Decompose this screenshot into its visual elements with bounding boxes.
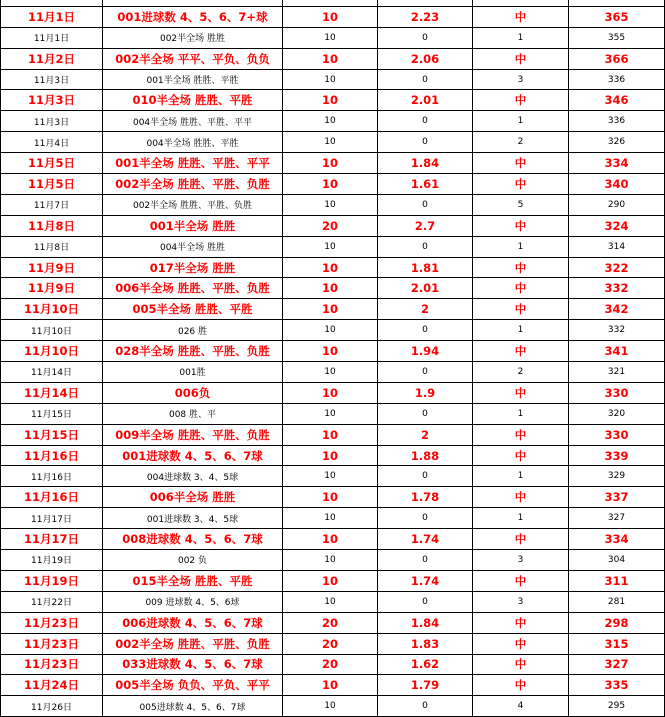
table-row [1, 48, 665, 69]
balance-cell: 314 [569, 236, 665, 257]
date-cell: 11月14日 [1, 362, 103, 383]
stake-cell: 10 [283, 508, 378, 529]
balance-cell: 324 [569, 215, 665, 236]
result-cell: 1 [473, 466, 569, 487]
odds-cell: 1.62 [378, 654, 473, 675]
date-cell: 11月4日 [1, 132, 103, 153]
table-row [1, 341, 665, 362]
play-cell: 001进球数 3、4、5球 [103, 508, 283, 529]
result-cell: 中 [473, 529, 569, 550]
stake-cell: 20 [283, 654, 378, 675]
balance-cell: 332 [569, 278, 665, 299]
stake-cell: 10 [283, 570, 378, 591]
table-row [1, 675, 665, 696]
result-cell: 1 [473, 403, 569, 424]
date-cell: 11月3日 [1, 90, 103, 111]
date-cell: 11月26日 [1, 696, 103, 717]
date-cell: 11月8日 [1, 215, 103, 236]
play-cell: 001进球数 4、5、6、7+球 [103, 6, 283, 27]
date-cell: 11月16日 [1, 466, 103, 487]
balance-cell: 336 [569, 69, 665, 90]
odds-cell: 0 [378, 508, 473, 529]
odds-cell: 1.74 [378, 529, 473, 550]
stake-cell: 20 [283, 633, 378, 654]
stake-cell: 10 [283, 382, 378, 403]
stake-cell: 10 [283, 111, 378, 132]
stake-cell: 10 [283, 445, 378, 466]
table-row [1, 236, 665, 257]
result-cell: 1 [473, 508, 569, 529]
result-cell: 中 [473, 612, 569, 633]
table-row [1, 550, 665, 571]
result-cell: 中 [473, 424, 569, 445]
odds-cell: 2.01 [378, 90, 473, 111]
table-row [1, 424, 665, 445]
balance-cell: 321 [569, 362, 665, 383]
play-cell: 001进球数 4、5、6、7球 [103, 445, 283, 466]
date-cell: 11月9日 [1, 257, 103, 278]
odds-cell: 2 [378, 424, 473, 445]
date-cell: 11月23日 [1, 633, 103, 654]
result-cell: 3 [473, 591, 569, 612]
odds-cell: 2.01 [378, 278, 473, 299]
result-cell: 4 [473, 696, 569, 717]
stake-cell: 10 [283, 257, 378, 278]
odds-cell: 2.23 [378, 6, 473, 27]
stake-cell: 10 [283, 320, 378, 341]
table-row [1, 194, 665, 215]
odds-cell: 1.61 [378, 174, 473, 195]
stake-cell: 10 [283, 278, 378, 299]
odds-cell: 0 [378, 696, 473, 717]
play-cell: 005半全场 负负、平负、平平 [103, 675, 283, 696]
play-cell: 005进球数 4、5、6、7球 [103, 696, 283, 717]
play-cell: 008 胜、平 [103, 403, 283, 424]
result-cell: 中 [473, 6, 569, 27]
stake-cell: 10 [283, 550, 378, 571]
result-cell: 1 [473, 236, 569, 257]
odds-cell: 0 [378, 591, 473, 612]
table-row [1, 508, 665, 529]
date-cell: 11月19日 [1, 570, 103, 591]
odds-cell: 1.84 [378, 153, 473, 174]
table-row [1, 69, 665, 90]
table-row [1, 27, 665, 48]
odds-cell: 2.7 [378, 215, 473, 236]
odds-cell: 0 [378, 27, 473, 48]
play-cell: 001半全场 胜胜、平胜、平平 [103, 153, 283, 174]
odds-cell: 1.78 [378, 487, 473, 508]
stake-cell: 10 [283, 341, 378, 362]
date-cell: 11月22日 [1, 591, 103, 612]
play-cell: 006负 [103, 382, 283, 403]
balance-cell: 346 [569, 90, 665, 111]
balance-cell: 330 [569, 382, 665, 403]
result-cell: 3 [473, 69, 569, 90]
stake-cell: 10 [283, 591, 378, 612]
balance-cell: 337 [569, 487, 665, 508]
result-cell: 1 [473, 27, 569, 48]
stake-cell: 10 [283, 299, 378, 320]
date-cell: 11月3日 [1, 69, 103, 90]
table-body [1, 0, 665, 717]
table-row [1, 612, 665, 633]
play-cell: 002半全场 胜胜、平胜、负胜 [103, 174, 283, 195]
table-row [1, 174, 665, 195]
table-row [1, 215, 665, 236]
date-cell: 11月1日 [1, 6, 103, 27]
date-cell: 11月10日 [1, 299, 103, 320]
stake-cell: 10 [283, 529, 378, 550]
balance-cell: 298 [569, 612, 665, 633]
play-cell: 001胜 [103, 362, 283, 383]
date-cell: 11月14日 [1, 382, 103, 403]
stake-cell: 10 [283, 194, 378, 215]
date-cell: 11月15日 [1, 403, 103, 424]
result-cell: 中 [473, 90, 569, 111]
table-row [1, 382, 665, 403]
play-cell: 009 进球数 4、5、6球 [103, 591, 283, 612]
odds-cell: 1.84 [378, 612, 473, 633]
play-cell: 004进球数 3、4、5球 [103, 466, 283, 487]
balance-cell: 334 [569, 153, 665, 174]
result-cell: 中 [473, 215, 569, 236]
table-row [1, 696, 665, 717]
date-cell: 11月3日 [1, 111, 103, 132]
play-cell: 006半全场 胜胜 [103, 487, 283, 508]
stake-cell: 10 [283, 675, 378, 696]
date-cell: 11月5日 [1, 174, 103, 195]
result-cell: 中 [473, 675, 569, 696]
table-row [1, 299, 665, 320]
table-row [1, 654, 665, 675]
date-cell: 11月16日 [1, 445, 103, 466]
play-cell: 033进球数 4、5、6、7球 [103, 654, 283, 675]
play-cell: 026 胜 [103, 320, 283, 341]
odds-cell: 1.88 [378, 445, 473, 466]
result-cell: 1 [473, 320, 569, 341]
play-cell: 004半全场 胜胜 [103, 236, 283, 257]
date-cell: 11月17日 [1, 529, 103, 550]
balance-cell: 365 [569, 6, 665, 27]
balance-cell: 281 [569, 591, 665, 612]
table-row [1, 466, 665, 487]
balance-cell: 315 [569, 633, 665, 654]
table-row [1, 320, 665, 341]
table-row [1, 633, 665, 654]
balance-cell: 326 [569, 132, 665, 153]
odds-cell: 1.81 [378, 257, 473, 278]
balance-cell: 290 [569, 194, 665, 215]
table-row [1, 529, 665, 550]
stake-cell: 10 [283, 6, 378, 27]
stake-cell: 10 [283, 236, 378, 257]
date-cell: 11月10日 [1, 320, 103, 341]
odds-cell: 0 [378, 236, 473, 257]
stake-cell: 10 [283, 696, 378, 717]
result-cell: 中 [473, 487, 569, 508]
stake-cell: 10 [283, 48, 378, 69]
table-row [1, 6, 665, 27]
result-cell: 中 [473, 174, 569, 195]
table-row [1, 257, 665, 278]
stake-cell: 20 [283, 215, 378, 236]
odds-cell: 1.79 [378, 675, 473, 696]
odds-cell: 2 [378, 299, 473, 320]
table-row [1, 90, 665, 111]
result-cell: 中 [473, 341, 569, 362]
odds-cell: 0 [378, 403, 473, 424]
odds-cell: 2.06 [378, 48, 473, 69]
date-cell: 11月8日 [1, 236, 103, 257]
date-cell: 11月1日 [1, 27, 103, 48]
balance-cell: 335 [569, 675, 665, 696]
result-cell: 2 [473, 132, 569, 153]
table-row [1, 111, 665, 132]
table-row [1, 403, 665, 424]
balance-cell: 339 [569, 445, 665, 466]
stake-cell: 10 [283, 466, 378, 487]
odds-cell: 0 [378, 550, 473, 571]
stake-cell: 10 [283, 362, 378, 383]
play-cell: 002半全场 胜胜、平胜、负胜 [103, 633, 283, 654]
result-cell: 中 [473, 445, 569, 466]
date-cell: 11月15日 [1, 424, 103, 445]
odds-cell: 1.94 [378, 341, 473, 362]
balance-cell: 341 [569, 341, 665, 362]
table-row [1, 153, 665, 174]
table-row [1, 487, 665, 508]
play-cell: 002半全场 平平、平负、负负 [103, 48, 283, 69]
stake-cell: 10 [283, 153, 378, 174]
odds-cell: 0 [378, 132, 473, 153]
play-cell: 008进球数 4、5、6、7球 [103, 529, 283, 550]
date-cell: 11月19日 [1, 550, 103, 571]
play-cell: 004半全场 胜胜、平胜 [103, 132, 283, 153]
odds-cell: 1.83 [378, 633, 473, 654]
date-cell: 11月7日 [1, 194, 103, 215]
odds-cell: 0 [378, 320, 473, 341]
balance-cell: 340 [569, 174, 665, 195]
result-cell: 中 [473, 299, 569, 320]
date-cell: 11月23日 [1, 612, 103, 633]
play-cell: 009半全场 胜胜、平胜、负胜 [103, 424, 283, 445]
stake-cell: 10 [283, 132, 378, 153]
result-cell: 中 [473, 570, 569, 591]
play-cell: 028半全场 胜胜、平胜、负胜 [103, 341, 283, 362]
play-cell: 002半全场 胜胜 [103, 27, 283, 48]
result-cell: 中 [473, 153, 569, 174]
table-row [1, 445, 665, 466]
odds-cell: 0 [378, 111, 473, 132]
stake-cell: 10 [283, 69, 378, 90]
result-cell: 1 [473, 111, 569, 132]
date-cell: 11月24日 [1, 675, 103, 696]
odds-cell: 1.9 [378, 382, 473, 403]
table-row [1, 132, 665, 153]
odds-cell: 1.74 [378, 570, 473, 591]
play-cell: 002半全场 胜胜、平胜、负胜 [103, 194, 283, 215]
stake-cell: 10 [283, 174, 378, 195]
date-cell: 11月10日 [1, 341, 103, 362]
table-row [1, 570, 665, 591]
stake-cell: 10 [283, 487, 378, 508]
balance-cell: 334 [569, 529, 665, 550]
odds-cell: 0 [378, 466, 473, 487]
balance-cell: 336 [569, 111, 665, 132]
play-cell: 015半全场 胜胜、平胜 [103, 570, 283, 591]
balance-cell: 329 [569, 466, 665, 487]
result-cell: 中 [473, 257, 569, 278]
balance-cell: 327 [569, 508, 665, 529]
stake-cell: 10 [283, 403, 378, 424]
balance-cell: 327 [569, 654, 665, 675]
result-cell: 中 [473, 633, 569, 654]
date-cell: 11月23日 [1, 654, 103, 675]
stake-cell: 10 [283, 27, 378, 48]
odds-cell: 0 [378, 362, 473, 383]
stake-cell: 10 [283, 90, 378, 111]
table-row [1, 591, 665, 612]
play-cell: 006半全场 胜胜、平胜、负胜 [103, 278, 283, 299]
play-cell: 001半全场 胜胜 [103, 215, 283, 236]
balance-cell: 295 [569, 696, 665, 717]
balance-cell: 304 [569, 550, 665, 571]
stake-cell: 10 [283, 424, 378, 445]
balance-cell: 311 [569, 570, 665, 591]
date-cell: 11月9日 [1, 278, 103, 299]
balance-cell: 322 [569, 257, 665, 278]
play-cell: 010半全场 胜胜、平胜 [103, 90, 283, 111]
date-cell: 11月16日 [1, 487, 103, 508]
balance-cell: 366 [569, 48, 665, 69]
play-cell: 004半全场 胜胜、平胜、平平 [103, 111, 283, 132]
play-cell: 005半全场 胜胜、平胜 [103, 299, 283, 320]
play-cell: 001半全场 胜胜、平胜 [103, 69, 283, 90]
odds-cell: 0 [378, 69, 473, 90]
balance-cell: 355 [569, 27, 665, 48]
play-cell: 017半全场 胜胜 [103, 257, 283, 278]
play-cell: 002 负 [103, 550, 283, 571]
table-row [1, 278, 665, 299]
result-cell: 5 [473, 194, 569, 215]
date-cell: 11月2日 [1, 48, 103, 69]
result-cell: 中 [473, 654, 569, 675]
balance-cell: 332 [569, 320, 665, 341]
odds-cell: 0 [378, 194, 473, 215]
play-cell: 006进球数 4、5、6、7球 [103, 612, 283, 633]
date-cell: 11月5日 [1, 153, 103, 174]
result-cell: 中 [473, 278, 569, 299]
balance-cell: 320 [569, 403, 665, 424]
stake-cell: 20 [283, 612, 378, 633]
balance-cell: 330 [569, 424, 665, 445]
balance-cell: 342 [569, 299, 665, 320]
result-cell: 2 [473, 362, 569, 383]
table-row [1, 362, 665, 383]
result-cell: 3 [473, 550, 569, 571]
result-cell: 中 [473, 48, 569, 69]
result-cell: 中 [473, 382, 569, 403]
date-cell: 11月17日 [1, 508, 103, 529]
